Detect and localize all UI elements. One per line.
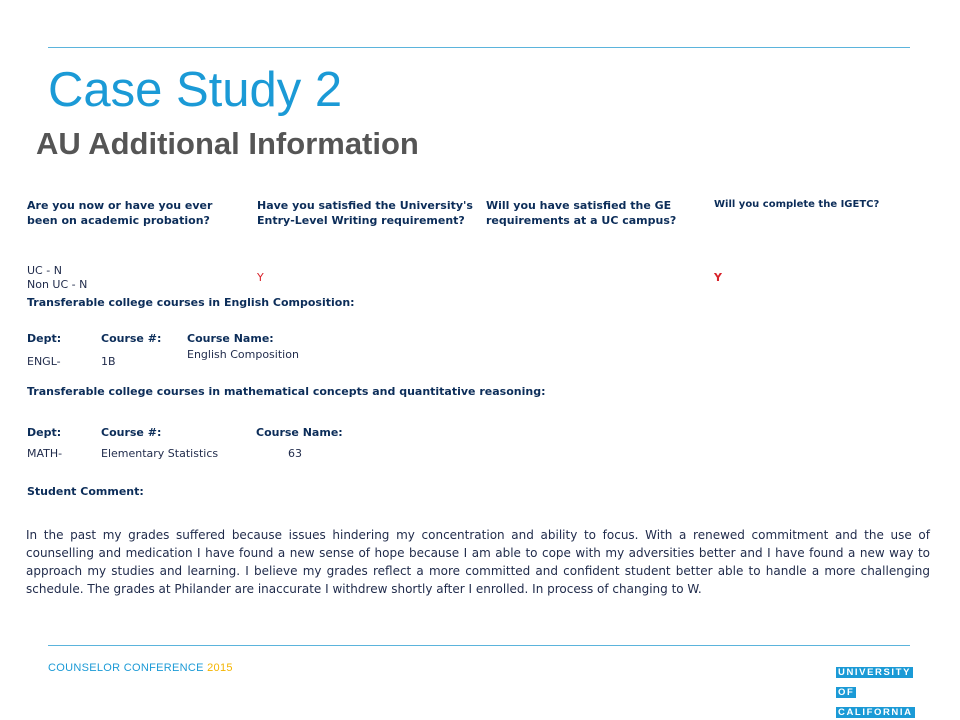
answer-probation-uc: UC - N: [27, 264, 62, 277]
footer-conference: COUNSELOR CONFERENCE: [48, 662, 204, 674]
question-probation-line2: been on academic probation?: [27, 214, 210, 227]
math-row-course-num: Elementary Statistics: [101, 447, 219, 460]
math-row-course-name: 63: [288, 447, 302, 460]
english-header-course-name: Course Name:: [187, 332, 274, 345]
logo-line-of: OF: [838, 687, 855, 698]
uc-logo: [836, 660, 913, 720]
answer-probation-non-uc: Non UC - N: [27, 278, 88, 291]
answer-igetc: Y: [714, 271, 722, 284]
question-probation-line1: Are you now or have you ever: [27, 199, 213, 212]
question-igetc: Will you complete the IGETC?: [714, 199, 880, 210]
logo-line-university: UNIVERSITY: [838, 667, 912, 678]
math-heading: Transferable college courses in mathematical concepts and quantitative reasoning:: [27, 385, 546, 398]
english-header-course-num: Course #:: [101, 332, 162, 345]
question-elwr-line1: Have you satisfied the University's: [257, 199, 473, 212]
math-row-dept: MATH-: [27, 447, 63, 460]
math-header-dept: Dept:: [27, 426, 62, 439]
question-elwr-line2: Entry-Level Writing requirement?: [257, 214, 465, 227]
footer-label: [48, 661, 233, 675]
logo-line-california: CALIFORNIA: [838, 707, 913, 718]
english-row-course-name: English Composition: [187, 348, 299, 361]
footer-year: 2015: [207, 662, 233, 674]
comment-heading: Student Comment:: [27, 485, 144, 498]
math-header-course-name: Course Name:: [256, 426, 343, 439]
student-comment: In the past my grades suffered because issues hindering my concentration and ability to focus. With a renewed commitment and the use of counselling and medication I have found a new sense of hope because I am able to cope with my adversities better and I have found a new way to approach my studies and learning. I believe my grades reflect a more committed and confident student better able to handle a more challenging schedule. The grades at Philander are inaccurate I withdrew shortly after I enrolled. In process of changing to W.: [26, 528, 930, 596]
question-ge-line1: Will you have satisfied the GE: [486, 199, 672, 212]
slide-title: Case Study 2: [48, 63, 343, 117]
top-divider: [48, 47, 910, 48]
question-ge-line2: requirements at a UC campus?: [486, 214, 677, 227]
english-heading: Transferable college courses in English Composition:: [27, 296, 355, 309]
answer-elwr: Y: [257, 271, 264, 284]
english-row-dept: ENGL-: [27, 355, 61, 368]
bottom-divider: [48, 645, 910, 646]
math-header-course-num: Course #:: [101, 426, 162, 439]
slide-subtitle: AU Additional Information: [36, 126, 419, 161]
english-header-dept: Dept:: [27, 332, 62, 345]
english-row-course-num: 1B: [101, 355, 116, 368]
